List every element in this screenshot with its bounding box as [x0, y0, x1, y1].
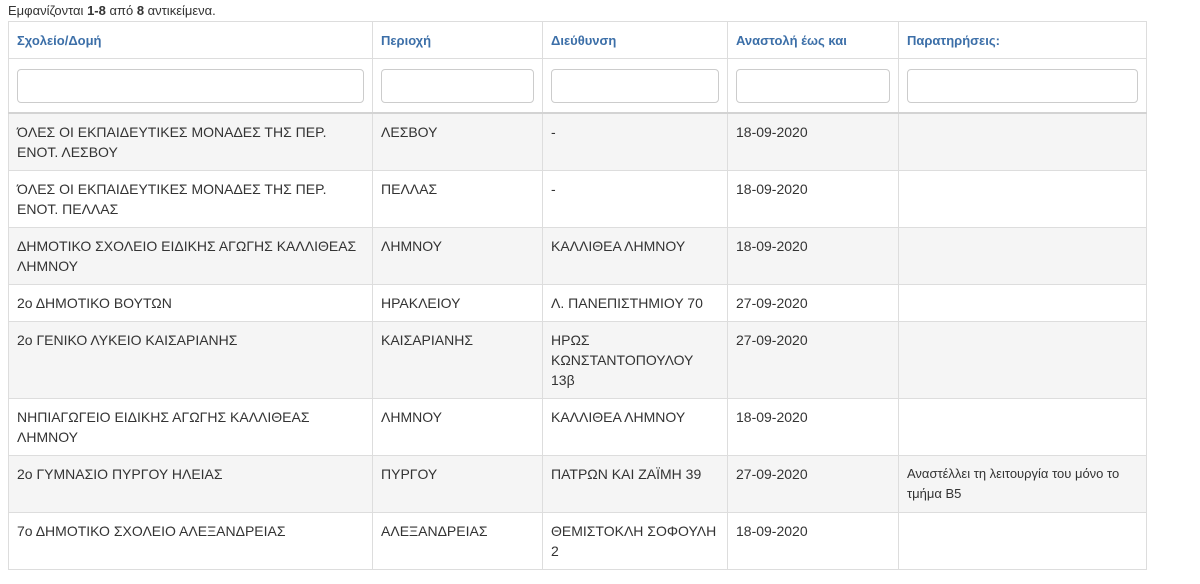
address-cell: - — [543, 171, 728, 228]
date-filter-input[interactable] — [736, 69, 890, 103]
address-cell: - — [543, 113, 728, 171]
summary-prefix: Εμφανίζονται — [8, 3, 88, 18]
date-cell: 18-09-2020 — [728, 399, 899, 456]
table-row — [9, 285, 1147, 322]
header-row — [9, 22, 1147, 59]
filter-row — [9, 59, 1147, 114]
school-cell: 7ο ΔΗΜΟΤΙΚΟ ΣΧΟΛΕΙΟ ΑΛΕΞΑΝΔΡΕΙΑΣ — [9, 513, 373, 570]
column-header-remarks[interactable]: Παρατηρήσεις: — [899, 22, 1147, 59]
table-row — [9, 171, 1147, 228]
summary-range: 1-8 — [87, 3, 106, 18]
school-cell: ΌΛΕΣ ΟΙ ΕΚΠΑΙΔΕΥΤΙΚΕΣ ΜΟΝΑΔΕΣ ΤΗΣ ΠΕΡ. ΕΝΟΤ. ΠΕΛΛΑΣ — [9, 171, 373, 228]
area-cell: ΚΑΙΣΑΡΙΑΝΗΣ — [373, 322, 543, 399]
column-header-suspension-until[interactable]: Αναστολή έως και — [728, 22, 899, 59]
address-cell: ΠΑΤΡΩΝ ΚΑΙ ΖΑΪΜΗ 39 — [543, 456, 728, 513]
school-cell: ΔΗΜΟΤΙΚΟ ΣΧΟΛΕΙΟ ΕΙΔΙΚΗΣ ΑΓΩΓΗΣ ΚΑΛΛΙΘΕΑΣ ΛΗΜΝΟΥ — [9, 228, 373, 285]
filter-cell — [899, 59, 1147, 114]
date-cell: 18-09-2020 — [728, 228, 899, 285]
results-summary — [8, 3, 216, 18]
remarks-cell — [899, 171, 1147, 228]
summary-middle: από — [105, 3, 137, 18]
remarks-cell — [899, 513, 1147, 570]
address-cell: ΚΑΛΛΙΘΕΑ ΛΗΜΝΟΥ — [543, 228, 728, 285]
remarks-filter-input[interactable] — [907, 69, 1138, 103]
address-cell: Λ. ΠΑΝΕΠΙΣΤΗΜΙΟΥ 70 — [543, 285, 728, 322]
date-cell: 18-09-2020 — [728, 513, 899, 570]
table-row — [9, 456, 1147, 513]
address-cell: ΚΑΛΛΙΘΕΑ ΛΗΜΝΟΥ — [543, 399, 728, 456]
table-row — [9, 322, 1147, 399]
area-filter-input[interactable] — [381, 69, 534, 103]
date-cell: 18-09-2020 — [728, 171, 899, 228]
area-cell: ΗΡΑΚΛΕΙΟΥ — [373, 285, 543, 322]
area-cell: ΛΕΣΒΟΥ — [373, 113, 543, 171]
table-row — [9, 513, 1147, 570]
address-cell: ΘΕΜΙΣΤΟΚΛΗ ΣΟΦΟΥΛΗ 2 — [543, 513, 728, 570]
table-body — [9, 113, 1147, 570]
summary-suffix: αντικείμενα. — [144, 3, 216, 18]
table-row — [9, 399, 1147, 456]
remarks-cell — [899, 322, 1147, 399]
school-cell: 2ο ΔΗΜΟΤΙΚΟ ΒΟΥΤΩΝ — [9, 285, 373, 322]
schools-table — [8, 21, 1147, 570]
area-cell: ΛΗΜΝΟΥ — [373, 399, 543, 456]
column-header-area[interactable]: Περιοχή — [373, 22, 543, 59]
area-cell: ΑΛΕΞΑΝΔΡΕΙΑΣ — [373, 513, 543, 570]
filter-cell — [543, 59, 728, 114]
school-cell: ΌΛΕΣ ΟΙ ΕΚΠΑΙΔΕΥΤΙΚΕΣ ΜΟΝΑΔΕΣ ΤΗΣ ΠΕΡ. ΕΝΟΤ. ΛΕΣΒΟΥ — [9, 113, 373, 171]
summary-total: 8 — [136, 3, 145, 18]
date-cell: 27-09-2020 — [728, 322, 899, 399]
address-cell: ΗΡΩΣ ΚΩΝΣΤΑΝΤΟΠΟΥΛΟΥ 13β — [543, 322, 728, 399]
remarks-cell — [899, 113, 1147, 171]
date-cell: 27-09-2020 — [728, 456, 899, 513]
date-cell: 27-09-2020 — [728, 285, 899, 322]
school-cell: ΝΗΠΙΑΓΩΓΕΙΟ ΕΙΔΙΚΗΣ ΑΓΩΓΗΣ ΚΑΛΛΙΘΕΑΣ ΛΗΜΝΟΥ — [9, 399, 373, 456]
remarks-cell — [899, 285, 1147, 322]
filter-cell — [373, 59, 543, 114]
address-filter-input[interactable] — [551, 69, 719, 103]
area-cell: ΠΕΛΛΑΣ — [373, 171, 543, 228]
school-filter-input[interactable] — [17, 69, 364, 103]
remarks-cell — [899, 399, 1147, 456]
column-header-school[interactable]: Σχολείο/Δομή — [9, 22, 373, 59]
school-cell: 2ο ΓΥΜΝΑΣΙΟ ΠΥΡΓΟΥ ΗΛΕΙΑΣ — [9, 456, 373, 513]
remarks-cell: Αναστέλλει τη λειτουργία του μόνο το τμήμα Β5 — [899, 456, 1147, 513]
table-row — [9, 228, 1147, 285]
filter-cell — [9, 59, 373, 114]
table-row — [9, 113, 1147, 171]
column-header-address[interactable]: Διεύθυνση — [543, 22, 728, 59]
area-cell: ΠΥΡΓΟΥ — [373, 456, 543, 513]
filter-cell — [728, 59, 899, 114]
school-cell: 2ο ΓΕΝΙΚΟ ΛΥΚΕΙΟ ΚΑΙΣΑΡΙΑΝΗΣ — [9, 322, 373, 399]
date-cell: 18-09-2020 — [728, 113, 899, 171]
remarks-cell — [899, 228, 1147, 285]
area-cell: ΛΗΜΝΟΥ — [373, 228, 543, 285]
